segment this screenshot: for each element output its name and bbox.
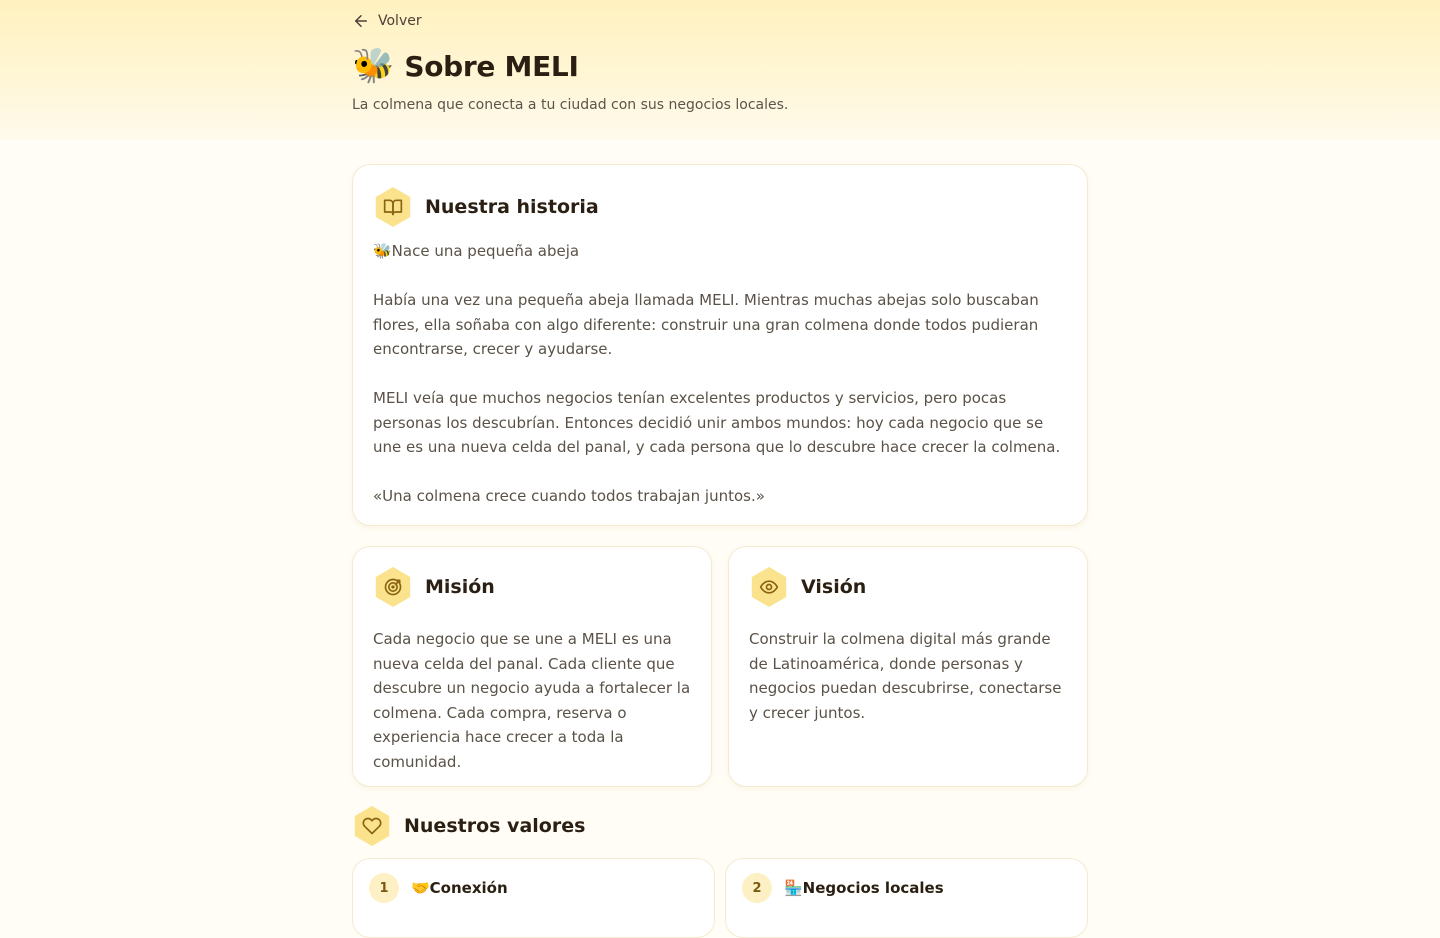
history-paragraph: MELI veía que muchos negocios tenían excelentes productos y servicios, pero pocas personas los descubrían. Entonces decidió unir ambos mundos: hoy cada negocio que se une es una nueva celda del panal, y cada persona que lo descubre hace crecer la colmena. bbox=[373, 389, 1061, 456]
values-icon-badge bbox=[352, 806, 392, 846]
history-icon-badge bbox=[373, 187, 413, 227]
value-number: 2 bbox=[742, 873, 772, 903]
vision-card bbox=[728, 546, 1088, 787]
values-title: Nuestros valores bbox=[404, 815, 586, 837]
vision-title: Visión bbox=[801, 576, 867, 598]
history-paragraph: 🐝Nace una pequeña abeja bbox=[373, 242, 580, 260]
arrow-left-icon bbox=[352, 12, 370, 30]
mission-text: Cada negocio que se une a MELI es una nueva celda del panal. Cada cliente que descubre un negocio ayuda a fortalecer la colmena. Cada compra, reserva o experiencia hace crecer a toda la comunidad. bbox=[373, 630, 691, 771]
vision-card-header bbox=[749, 567, 1067, 607]
vision-text: Construir la colmena digital más grande de Latinoamérica, donde personas y negocios puedan descubrirse, conectarse y crecer juntos. bbox=[749, 630, 1062, 722]
values-header bbox=[352, 806, 585, 846]
history-card bbox=[352, 164, 1088, 526]
heart-icon bbox=[362, 816, 382, 836]
history-story bbox=[373, 239, 1067, 509]
history-paragraph: Había una vez una pequeña abeja llamada MELI. Mientras muchas abejas solo buscaban flores, ella soñaba con algo diferente: construir una gran colmena donde todos pudieran encontrarse, crecer y ayudarse. bbox=[373, 291, 1039, 358]
page-title: Sobre MELI bbox=[404, 49, 579, 83]
value-card bbox=[352, 858, 715, 938]
history-title: Nuestra historia bbox=[425, 196, 599, 218]
vision-icon-badge bbox=[749, 567, 789, 607]
page-subtitle: La colmena que conecta a tu ciudad con sus negocios locales. bbox=[352, 97, 789, 113]
back-link[interactable] bbox=[352, 12, 422, 30]
bee-emoji: 🐝 bbox=[352, 46, 395, 86]
mission-icon-badge bbox=[373, 567, 413, 607]
value-label: 🏪Negocios locales bbox=[784, 879, 944, 897]
value-label: 🤝Conexión bbox=[411, 879, 508, 897]
hero-banner bbox=[0, 0, 1440, 140]
history-card-header bbox=[373, 187, 1067, 227]
history-quote: «Una colmena crece cuando todos trabajan juntos.» bbox=[373, 487, 765, 505]
value-number: 1 bbox=[369, 873, 399, 903]
back-label: Volver bbox=[378, 13, 422, 29]
mission-title: Misión bbox=[425, 576, 495, 598]
mission-card-header bbox=[373, 567, 691, 607]
value-card bbox=[725, 858, 1088, 938]
page-header bbox=[352, 46, 579, 86]
eye-icon bbox=[759, 577, 779, 597]
book-open-icon bbox=[383, 197, 403, 217]
mission-card bbox=[352, 546, 712, 787]
target-icon bbox=[383, 577, 403, 597]
